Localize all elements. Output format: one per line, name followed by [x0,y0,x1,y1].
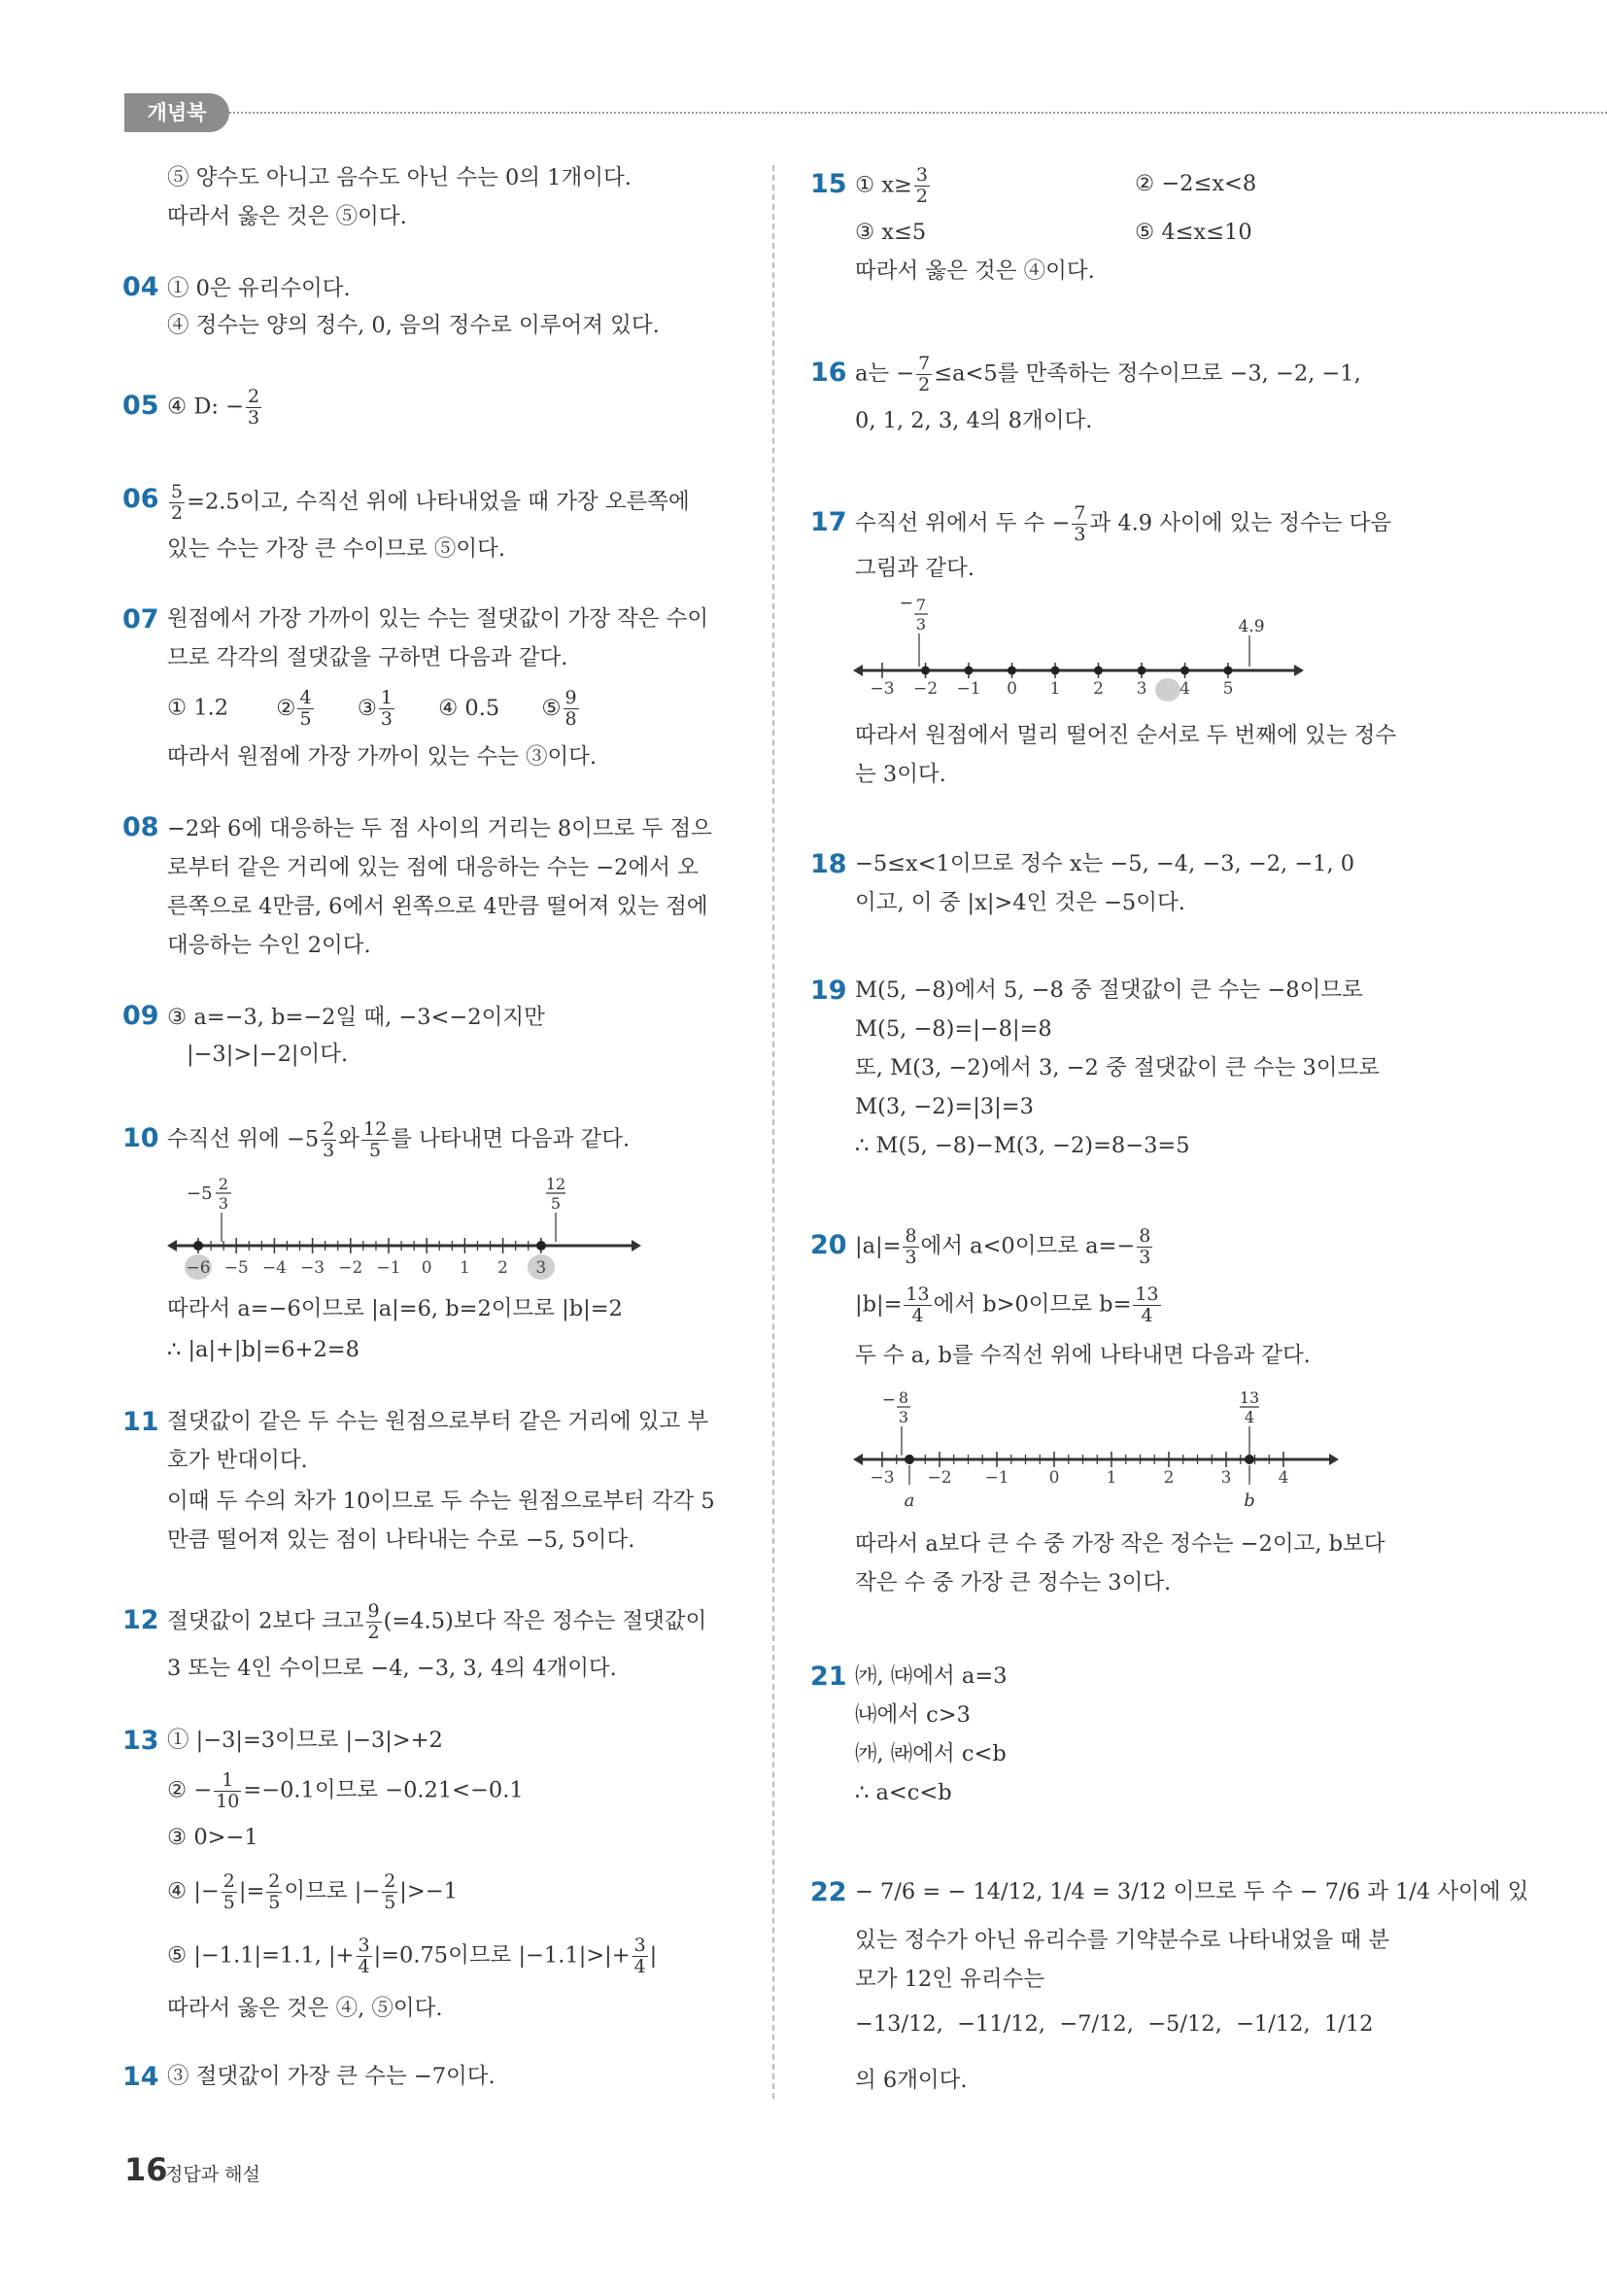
text-span: 에서 b>0이므로 b= [933,1291,1132,1318]
tick-label: 2 [497,1258,509,1278]
text-line [167,1770,524,1812]
top-label-num: 2 [218,1175,229,1193]
text-line [167,1871,458,1913]
question-number: 09 [122,1001,159,1031]
text-span: 이므로 |− [284,1878,381,1904]
text-line [167,1601,706,1643]
text-line: 두 수 a, b를 수직선 위에 나타내면 다음과 같다. [855,1343,1311,1368]
choice: ② [276,695,296,721]
page-number: 16 [124,2151,168,2188]
denominator: 5 [384,1892,396,1913]
text-span: a는 − [855,360,915,387]
integer-point [921,667,930,675]
tick-label: −1 [956,679,981,699]
text-line: 따라서 원점에서 멀리 떨어진 순서로 두 번째에 있는 정수 [855,723,1397,748]
tick-label: 1 [459,1258,470,1278]
arrow-right [1294,665,1304,676]
fraction-item: −5/12 [1147,2011,1215,2037]
tick-label: −1 [376,1258,401,1278]
text-line: ㈏에서 c>3 [855,1702,971,1728]
top-label-den: 5 [550,1194,562,1213]
fraction-list: −13/12, −11/12, −7/12, −5/12, −1/12, 1/12 [855,2011,1374,2037]
number-line-q17 [853,593,1310,707]
text-line [167,1119,630,1161]
fraction [904,1285,931,1326]
fraction [1133,1285,1160,1326]
tick-label: −3 [300,1258,325,1278]
integer-point [1224,667,1233,675]
denominator: 4 [911,1305,924,1326]
top-label-den: 3 [218,1194,229,1213]
top-label-sign: − [899,594,913,613]
text-line: −2와 6에 대응하는 두 점 사이의 거리는 8이므로 두 점으 [167,816,712,841]
arrow-right [632,1240,641,1251]
question-number: 21 [810,1662,847,1692]
fraction [321,1119,336,1161]
text-span: ⑤ |−1.1|=1.1, |+ [167,1942,355,1969]
denominator: 3 [380,708,393,730]
top-label-value: 4.9 [1238,617,1265,636]
arrow-left [853,1454,863,1465]
question-number: 22 [810,1877,847,1907]
text-line: 만큼 떨어져 있는 점이 나타내는 수로 −5, 5이다. [167,1527,635,1553]
numerator: 9 [367,1600,380,1622]
text-line: 원점에서 가장 가까이 있는 수는 절댓값이 가장 작은 수이 [167,606,709,632]
fraction [246,387,261,428]
label-a: a [904,1491,915,1511]
text-line [167,482,690,524]
top-label-sign: − [881,1390,896,1410]
tick-label: 4 [1278,1468,1289,1488]
tick-label: −6 [186,1258,211,1278]
question-number: 08 [122,812,159,842]
text-line: ㈎, ㈐에서 a=3 [855,1663,1008,1689]
point-a [905,1455,914,1464]
header-tab: 개념북 [124,93,229,132]
text-line: 따라서 원점에 가장 가까이 있는 수는 ③이다. [167,744,598,770]
tick-label: 1 [1049,679,1061,699]
tick-label: 5 [1222,679,1234,699]
top-label-den: 3 [898,1408,909,1426]
arrow-left [167,1240,177,1251]
text-line: 작은 수 중 가장 큰 정수는 3이다. [855,1570,1172,1595]
text-line: ㈎, ㈑에서 c<b [855,1741,1007,1766]
question-number: 16 [810,358,847,388]
text-line: ∴ |a|+|b|=6+2=8 [167,1337,359,1362]
tick-label: −3 [870,679,895,699]
text-line: M(5, −8)=|−8|=8 [855,1016,1052,1042]
arrow-left [853,665,863,676]
fraction [366,1601,382,1643]
numerator: 13 [906,1284,930,1305]
text-line: 0, 1, 2, 3, 4의 8개이다. [855,408,1093,433]
text-span: (=4.5)보다 작은 정수는 절댓값이 [383,1608,707,1634]
choice-row [167,688,581,730]
top-label-num: 7 [915,596,927,614]
denominator: 2 [915,186,928,207]
text-span: 수직선 위에 −5 [167,1126,320,1152]
numerator: 1 [380,687,393,708]
numerator: 2 [384,1870,396,1892]
text-line: 므로 각각의 절댓값을 구하면 다음과 같다. [167,645,568,670]
text-line: −5≤x<1이므로 정수 x는 −5, −4, −3, −2, −1, 0 [855,851,1355,876]
text-line [855,1285,1163,1326]
choice: ④ 0.5 [438,695,500,721]
point-b [1245,1455,1254,1464]
integer-point [1051,667,1060,675]
question-number: 13 [122,1726,159,1756]
fraction [222,1871,237,1913]
text-line: M(5, −8)에서 5, −8 중 절댓값이 큰 수는 −8이므로 [855,977,1363,1003]
question-number: 07 [122,604,159,634]
fraction-item: −11/12 [957,2011,1039,2037]
tick-label: 0 [421,1258,432,1278]
fraction [169,482,185,524]
integer-point [1180,667,1189,675]
denominator: 3 [905,1247,917,1268]
denominator: 3 [1074,524,1086,545]
text-span: 수직선 위에서 두 수 − [855,510,1071,536]
number-line-q10 [165,1170,641,1283]
text-span: |= [238,1878,265,1904]
text-line: 따라서 옳은 것은 ④이다. [855,258,1095,284]
header-divider [229,112,1607,114]
numerator: 2 [222,1870,235,1892]
numerator: 3 [358,1935,370,1956]
text-span: ④ |− [167,1878,220,1904]
fraction [633,1936,648,1977]
text-span: 에서 a<0이므로 a=− [920,1233,1136,1259]
text-span: ≤a<5를 만족하는 정수이므로 −3, −2, −1, [934,360,1361,387]
numerator: 1 [214,1770,241,1792]
denominator: 2 [171,502,184,524]
integer-point [965,667,974,675]
text-span: =−0.1이므로 −0.21<−0.1 [243,1777,524,1803]
text-line: 이고, 이 중 |x|>4인 것은 −5이다. [855,890,1185,915]
text-line: 이때 두 수의 차가 10이므로 두 수는 원점으로부터 각각 5 [167,1489,715,1514]
fraction [214,1770,241,1812]
fraction [297,688,313,730]
text-line: ⑤ 4≤x≤10 [1135,220,1252,245]
fraction [379,688,394,730]
text-span: 와 [338,1126,359,1152]
fraction [361,1119,389,1161]
fraction [1072,503,1087,545]
fraction [266,1871,282,1913]
numerator: 8 [905,1225,917,1247]
tick-label: 0 [1007,679,1017,699]
fraction [382,1871,397,1913]
top-label-num: 8 [898,1388,909,1407]
text-line: 있는 정수가 아닌 유리수를 기약분수로 나타내었을 때 분 [855,1928,1389,1953]
text-line: 3 또는 4인 수이므로 −4, −3, 3, 4의 4개이다. [167,1656,617,1681]
text-span: 를 나타내면 다음과 같다. [391,1126,631,1152]
top-label-whole: −5 [187,1183,213,1204]
tick-label: 4 [1180,679,1190,699]
tick-label: −5 [223,1258,249,1278]
denominator: 4 [1141,1305,1153,1326]
tick-label: −1 [984,1468,1009,1488]
integer-point [1008,667,1016,675]
text-line [855,1226,1154,1268]
text-line: ③ 절댓값이 가장 큰 수는 −7이다. [167,2064,496,2089]
denominator: 4 [633,1956,646,1977]
tick-label: 3 [1136,679,1147,699]
text-line [167,1936,657,1977]
point-b [536,1241,546,1251]
numerator: 4 [299,687,312,708]
text-line: ③ 0>−1 [167,1825,258,1850]
integer-point [1094,667,1103,675]
fraction [564,688,579,730]
text-line: 따라서 a보다 큰 수 중 가장 작은 정수는 −2이고, b보다 [855,1531,1385,1557]
question-number: 12 [122,1605,159,1635]
question-number: 05 [122,391,159,421]
text-line: ④ 정수는 양의 정수, 0, 음의 정수로 이루어져 있다. [167,313,660,338]
question-number: 18 [810,849,847,879]
fraction [914,165,930,207]
numerator: 12 [363,1118,388,1140]
tick-label: 1 [1106,1468,1117,1488]
denominator: 10 [216,1791,240,1812]
numerator: 8 [1139,1225,1151,1247]
question-number: 04 [122,272,159,302]
text-span: ② − [167,1777,213,1803]
fraction-item: 1/12 [1323,2011,1374,2037]
top-label-num: 12 [545,1175,566,1193]
numerator: 2 [247,386,260,407]
text-span: 절댓값이 2보다 크고 [167,1608,364,1634]
tick-label: −3 [870,1468,895,1488]
fraction [1137,1226,1152,1268]
numerator: 7 [1074,502,1086,524]
numerator: 3 [915,164,928,186]
question-number: 20 [810,1230,847,1260]
text-line: 대응하는 수인 2이다. [167,933,371,958]
text-line [167,387,263,428]
text-line: ∴ M(5, −8)−M(3, −2)=8−3=5 [855,1133,1190,1158]
highlight-circle [1155,678,1180,702]
tick-label: −4 [261,1258,287,1278]
denominator: 5 [268,1892,281,1913]
fraction-item: −7/12 [1059,2011,1127,2037]
text-line: ⑤ 양수도 아니고 음수도 아닌 수는 0의 1개이다. [167,165,632,190]
tick-label: 3 [1220,1468,1232,1488]
fraction [357,1936,372,1977]
fraction [903,1226,918,1268]
denominator: 5 [299,708,312,730]
point-a [193,1241,203,1251]
numerator: 9 [564,687,577,708]
question-number: 19 [810,976,847,1006]
text-line: 의 6개이다. [855,2068,968,2093]
numerator: 13 [1135,1284,1159,1305]
text-span: ④ D: − [167,394,244,420]
text-line: 그림과 같다. [855,556,974,581]
question-number: 11 [122,1407,159,1437]
text-line: 따라서 a=−6이므로 |a|=6, b=2이므로 |b|=2 [167,1296,623,1321]
text-span: |=0.75이므로 |−1.1|>|+ [373,1942,631,1969]
tick-label: 2 [1163,1468,1175,1488]
text-line: ③ a=−3, b=−2일 때, −3<−2이지만 [167,1005,545,1030]
text-span: | [649,1942,658,1969]
text-line: M(3, −2)=|3|=3 [855,1094,1034,1119]
fraction [916,354,932,395]
text-span: |>−1 [399,1878,458,1904]
text-line: 절댓값이 같은 두 수는 원점으로부터 같은 거리에 있고 부 [167,1409,709,1434]
footer-label: 정답과 해설 [165,2164,260,2185]
text-line: 따라서 옳은 것은 ④, ⑤이다. [167,1996,443,2021]
denominator: 3 [1139,1247,1151,1268]
fraction-item: −13/12 [855,2011,937,2037]
fraction-item: −1/12 [1236,2011,1304,2037]
text-line: 호가 반대이다. [167,1448,308,1473]
text-line: ③ x≤5 [855,220,927,245]
numerator: 7 [918,353,931,374]
numerator: 5 [171,481,184,502]
text-line: ① 0은 유리수이다. [167,276,351,301]
denominator: 2 [367,1622,380,1643]
text-span: 과 4.9 사이에 있는 정수는 다음 [1089,510,1392,536]
denominator: 3 [247,407,260,428]
question-number: 06 [122,484,159,514]
question-number: 14 [122,2062,159,2092]
text-line: ② −2≤x<8 [1135,171,1257,196]
denominator: 2 [918,374,931,395]
text-span: =2.5이고, 수직선 위에 나타내었을 때 가장 오른쪽에 [187,489,690,515]
denominator: 5 [369,1140,382,1161]
choice: ⑤ [541,695,562,721]
column-divider [772,165,774,2099]
text-line: ① |−3|=3이므로 |−3|>+2 [167,1728,443,1753]
label-b: b [1244,1491,1255,1511]
number-line-q20 [853,1384,1339,1516]
text-span: |b|= [855,1291,903,1318]
text-line: 는 3이다. [855,762,946,787]
text-span: |a|= [855,1233,902,1259]
tick-label: 0 [1048,1468,1060,1488]
question-number: 17 [810,507,847,537]
denominator: 5 [222,1892,235,1913]
top-label-num: 13 [1239,1388,1260,1407]
tick-label: −2 [912,679,939,699]
text-line: ∴ a<c<b [855,1780,952,1805]
denominator: 8 [564,708,577,730]
denominator: 4 [358,1956,370,1977]
text-line: 모가 12인 유리수는 [855,1967,1045,1992]
top-label-den: 4 [1244,1408,1255,1426]
text-line: − 7/6 = − 14/12, 1/4 = 3/12 이므로 두 수 − 7/6 과 1/4 사이에 있 [855,1879,1529,1904]
text-line [855,503,1391,545]
text-line: 른쪽으로 4만큼, 6에서 왼쪽으로 4만큼 떨어져 있는 점에 [167,894,708,919]
arrow-right [1329,1454,1339,1465]
text-line: 로부터 같은 거리에 있는 점에 대응하는 수는 −2에서 오 [167,855,699,880]
text-line [855,165,932,207]
numerator: 3 [633,1935,646,1956]
choice: ③ [357,695,377,721]
choice: ① 1.2 [167,695,229,721]
text-span: ① x≥ [855,172,912,198]
numerator: 2 [268,1870,281,1892]
numerator: 2 [323,1118,335,1140]
question-number: 15 [810,169,847,199]
text-line: 따라서 옳은 것은 ⑤이다. [167,204,407,229]
text-line: 또, M(3, −2)에서 3, −2 중 절댓값이 큰 수는 3이므로 [855,1055,1380,1080]
top-label-den: 3 [915,615,927,634]
text-line: 있는 수는 가장 큰 수이므로 ⑤이다. [167,536,505,562]
tick-label: −2 [927,1468,952,1488]
denominator: 3 [323,1140,335,1161]
tick-label: 2 [1093,679,1104,699]
question-number: 10 [122,1123,159,1153]
text-line: |−3|>|−2|이다. [187,1042,349,1067]
integer-point [1138,667,1146,675]
tick-label: −2 [338,1258,363,1278]
tick-label: 3 [535,1258,547,1278]
text-line [855,354,1361,395]
